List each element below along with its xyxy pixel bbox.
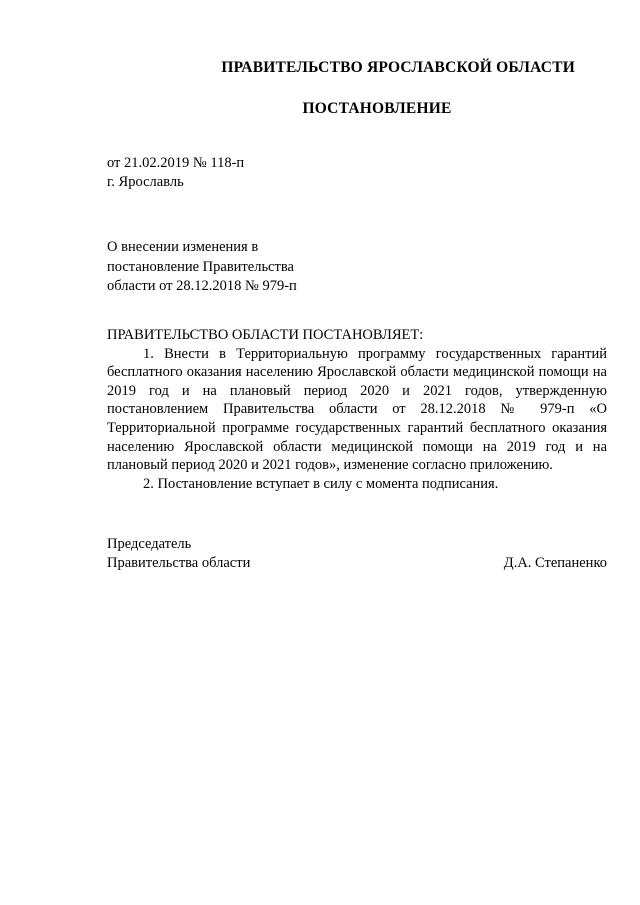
signer-name: Д.А. Степаненко <box>503 555 607 571</box>
subject-line: постановление Правительства <box>107 258 294 275</box>
paragraph-2: 2. Постановление вступает в силу с момента подписания. <box>143 475 499 492</box>
subject-line: области от 28.12.2018 № 979-п <box>107 278 297 294</box>
subject-line: О внесении изменения в <box>107 239 259 255</box>
signature-block <box>107 535 607 573</box>
date-number: от 21.02.2019 № 118-п <box>107 155 245 171</box>
government-title: ПРАВИТЕЛЬСТВО ЯРОСЛАВСКОЙ ОБЛАСТИ <box>221 59 575 76</box>
signer-position-line1: Председатель <box>107 536 192 552</box>
paragraph-1: 1. Внести в Территориальную программу государственных гарантий бесплатного оказания населению Ярославской области медицинской помощи на 2019 год и на плановый период 2020 и 2021 годов, утвержденную постановлением Правительства области от 28.12.2018 № 979-п «О Территориальной программе государственных гарантий бесплатного оказания населению Ярославской области медицинской помощи на 2019 год и на плановый период 2020 и 2021 годов», изменение согласно приложению. <box>107 345 607 474</box>
document-type-title: ПОСТАНОВЛЕНИЕ <box>302 100 452 117</box>
signature-row <box>107 554 607 573</box>
signer-position-line2: Правительства области <box>107 555 251 571</box>
document-body <box>107 326 607 493</box>
city: г. Ярославль <box>107 174 184 190</box>
document-meta <box>107 154 244 192</box>
decree-heading: ПРАВИТЕЛЬСТВО ОБЛАСТИ ПОСТАНОВЛЯЕТ: <box>107 327 424 343</box>
document-subject <box>107 238 297 297</box>
